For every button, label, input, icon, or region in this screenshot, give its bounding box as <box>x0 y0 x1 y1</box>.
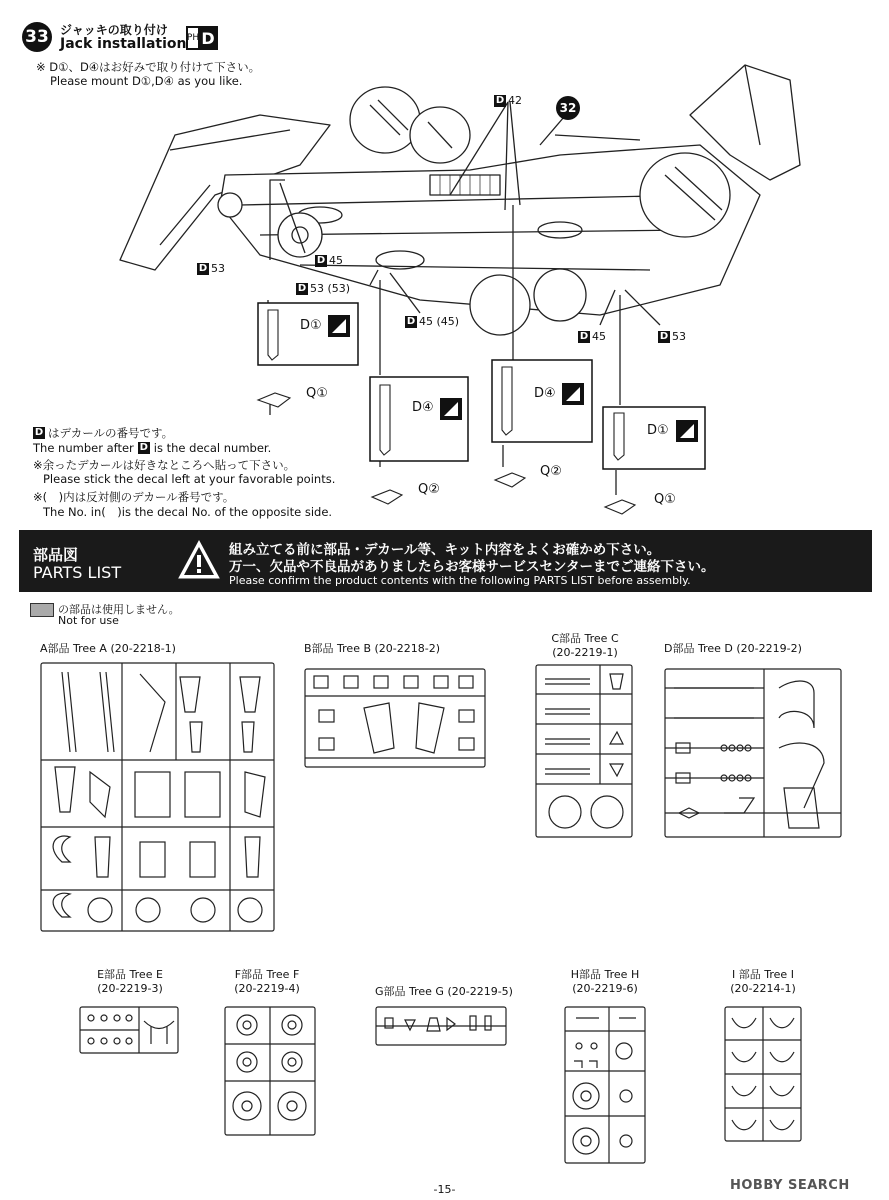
part-q2-left: Q② <box>418 482 440 497</box>
tree-h-title-1: H部品 Tree H <box>570 968 640 981</box>
page-number: -15- <box>433 1183 456 1196</box>
decal-badge: D <box>297 282 307 294</box>
parts-list-title-en: PARTS LIST <box>33 563 122 582</box>
step-title-en: Jack installation <box>60 36 187 52</box>
mount-note-en: Please mount D①,D④ as you like. <box>50 74 243 88</box>
decal-badge: D <box>579 330 589 342</box>
decal-label-42: D 42 <box>495 94 522 107</box>
parts-list-banner <box>19 530 872 592</box>
warning-en: Please confirm the product contents with the following PARTS LIST before assembly. <box>229 574 691 587</box>
decal-note-1-en: The number after D is the decal number. <box>33 441 272 455</box>
part-q1-right: Q① <box>654 492 676 507</box>
tree-h-title-2: (20-2219-6) <box>572 982 638 995</box>
callout-step-32: 32 <box>556 96 580 120</box>
tree-a-title: A部品 Tree A (20-2218-1) <box>40 642 176 655</box>
tree-f-diagram <box>224 1006 316 1136</box>
tree-c-title-2: (20-2219-1) <box>552 646 618 659</box>
tree-e-title-2: (20-2219-3) <box>97 982 163 995</box>
decal-badge: D <box>659 330 669 342</box>
part-d4-right: D④ <box>534 386 556 401</box>
decal-label-45-pair: D 45 (45) <box>406 315 460 328</box>
decal-label-53-left: D 53 <box>198 262 225 275</box>
tree-g-diagram <box>375 1006 507 1046</box>
decal-badge: D <box>316 254 326 266</box>
badge-letter: D <box>201 28 215 48</box>
decal-label-45-left: D 45 <box>316 254 343 267</box>
watermark: HOBBY SEARCH <box>730 1178 850 1193</box>
tree-d-title: D部品 Tree D (20-2219-2) <box>664 642 802 655</box>
tree-i-title-1: I 部品 Tree I <box>732 968 794 981</box>
step-number: 33 <box>22 22 52 52</box>
tree-f-title-1: F部品 Tree F <box>234 968 300 981</box>
decal-note-3-jp: ※( )内は反対側のデカール番号です。 <box>33 490 235 504</box>
badge-small-label: PH <box>188 28 200 48</box>
decal-badge: D <box>406 315 416 327</box>
tree-a-diagram <box>40 662 275 932</box>
mount-note-jp: ※ D①、D④はお好みで取り付けて下さい。 <box>36 60 261 74</box>
decal-note-3-en: The No. in( )is the decal No. of the opposite side. <box>43 505 333 519</box>
tree-f-title-2: (20-2219-4) <box>234 982 300 995</box>
step-title-jp: ジャッキの取り付け <box>60 23 168 37</box>
not-for-use-swatch <box>30 603 54 617</box>
tree-i-diagram <box>724 1006 802 1142</box>
tree-c-diagram <box>535 664 633 838</box>
warning-icon <box>177 538 221 582</box>
tree-b-title: B部品 Tree B (20-2218-2) <box>304 642 441 655</box>
part-d1-right: D① <box>647 423 669 438</box>
tree-c-title-1: C部品 Tree C <box>551 632 619 645</box>
warning-jp-2: 万一、欠品や不良品がありましたらお客様サービスセンターまでご連絡下さい。 <box>229 559 715 575</box>
decal-label-45-right: D 45 <box>579 330 606 343</box>
decal-sheet-badge <box>186 26 218 50</box>
tree-h-diagram <box>564 1006 646 1164</box>
tree-b-diagram <box>304 668 486 768</box>
decal-badge: D <box>34 427 44 438</box>
part-q2-right: Q② <box>540 464 562 479</box>
legend-jp: の部品は使用しません。 <box>58 603 180 616</box>
decal-badge: D <box>198 262 208 274</box>
tree-d-diagram <box>664 668 842 838</box>
part-d1-left: D① <box>300 318 322 333</box>
decal-note-1-jp: D はデカールの番号です。 <box>34 426 174 440</box>
tree-e-title-1: E部品 Tree E <box>97 968 163 981</box>
tree-e-diagram <box>79 1006 179 1054</box>
parts-list-title-jp: 部品図 <box>33 546 79 564</box>
legend-en: Not for use <box>58 614 119 627</box>
part-d4-left: D④ <box>412 400 434 415</box>
decal-badge: D <box>139 442 148 453</box>
decal-label-53-right: D 53 <box>659 330 686 343</box>
tree-g-title: G部品 Tree G (20-2219-5) <box>375 985 513 998</box>
decal-note-2-en: Please stick the decal left at your favorable points. <box>43 472 336 486</box>
decal-badge: D <box>495 94 505 106</box>
part-q1-left: Q① <box>306 386 328 401</box>
decal-label-53-pair: D 53 (53) <box>297 282 351 295</box>
warning-jp-1: 組み立てる前に部品・デカール等、キット内容をよくお確かめ下さい。 <box>229 542 661 558</box>
decal-note-2-jp: ※余ったデカールは好きなところへ貼って下さい。 <box>33 458 296 472</box>
tree-i-title-2: (20-2214-1) <box>730 982 796 995</box>
